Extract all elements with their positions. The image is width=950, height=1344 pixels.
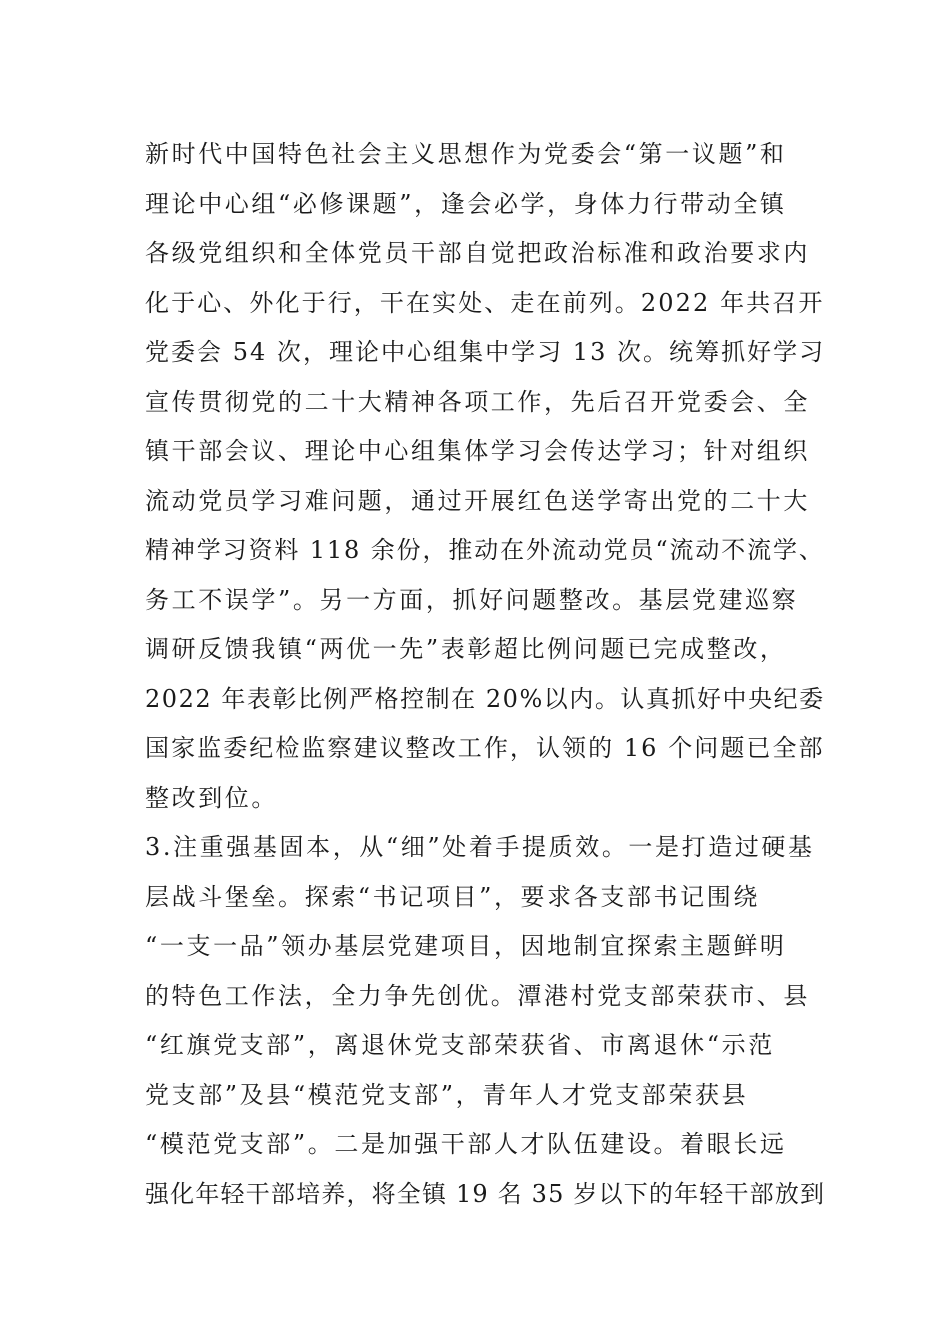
text-line: 的特色工作法，全力争先创优。潭港村党支部荣获市、县 <box>145 981 810 1010</box>
text-line: 整改到位。 <box>145 783 278 812</box>
text-line: 国家监委纪检监察建议整改工作，认领的 16 个问题已全部 <box>145 734 825 762</box>
text-line: 理论中心组“必修课题”，逢会必学，身体力行带动全镇 <box>145 189 787 218</box>
text-line: 务工不误学”。另一方面，抓好问题整改。基层党建巡察 <box>145 585 799 614</box>
text-line: 镇干部会议、理论中心组集体学习会传达学习；针对组织 <box>145 437 810 465</box>
text-line: 党委会 54 次，理论中心组集中学习 13 次。统筹抓好学习 <box>145 338 826 366</box>
text-line: 流动党员学习难问题，通过开展红色送学寄出党的二十大 <box>145 486 810 515</box>
text-line: “模范党支部”。二是加强干部人才队伍建设。着眼长远 <box>145 1130 787 1158</box>
text-line: 宣传贯彻党的二十大精神各项工作，先后召开党委会、全 <box>145 387 810 416</box>
text-line: 新时代中国特色社会主义思想作为党委会“第一议题”和 <box>145 140 787 168</box>
text-line: “一支一品”领办基层党建项目，因地制宜探索主题鲜明 <box>145 932 787 960</box>
section-heading-line: 3.注重强基固本，从“细”处着手提质效。一是打造过硬基 <box>145 833 815 861</box>
text-line: “红旗党支部”，离退休党支部荣获省、市离退休“示范 <box>145 1031 775 1059</box>
text-line: 强化年轻干部培养，将全镇 19 名 35 岁以下的年轻干部放到 <box>145 1179 826 1208</box>
body-text <box>145 130 825 1219</box>
text-line: 精神学习资料 118 余份，推动在外流动党员“流动不流学、 <box>145 536 825 564</box>
text-line: 2022 年表彰比例严格控制在 20%以内。认真抓好中央纪委 <box>145 684 825 713</box>
text-line: 各级党组织和全体党员干部自觉把政治标准和政治要求内 <box>145 239 810 267</box>
text-line: 党支部”及县“模范党支部”，青年人才党支部荣获县 <box>145 1080 749 1109</box>
text-line: 调研反馈我镇“两优一先”表彰超比例问题已完成整改， <box>145 635 787 663</box>
text-line: 层战斗堡垒。探索“书记项目”，要求各支部书记围绕 <box>145 882 760 911</box>
text-line: 化于心、外化于行，干在实处、走在前列。2022 年共召开 <box>145 288 825 317</box>
